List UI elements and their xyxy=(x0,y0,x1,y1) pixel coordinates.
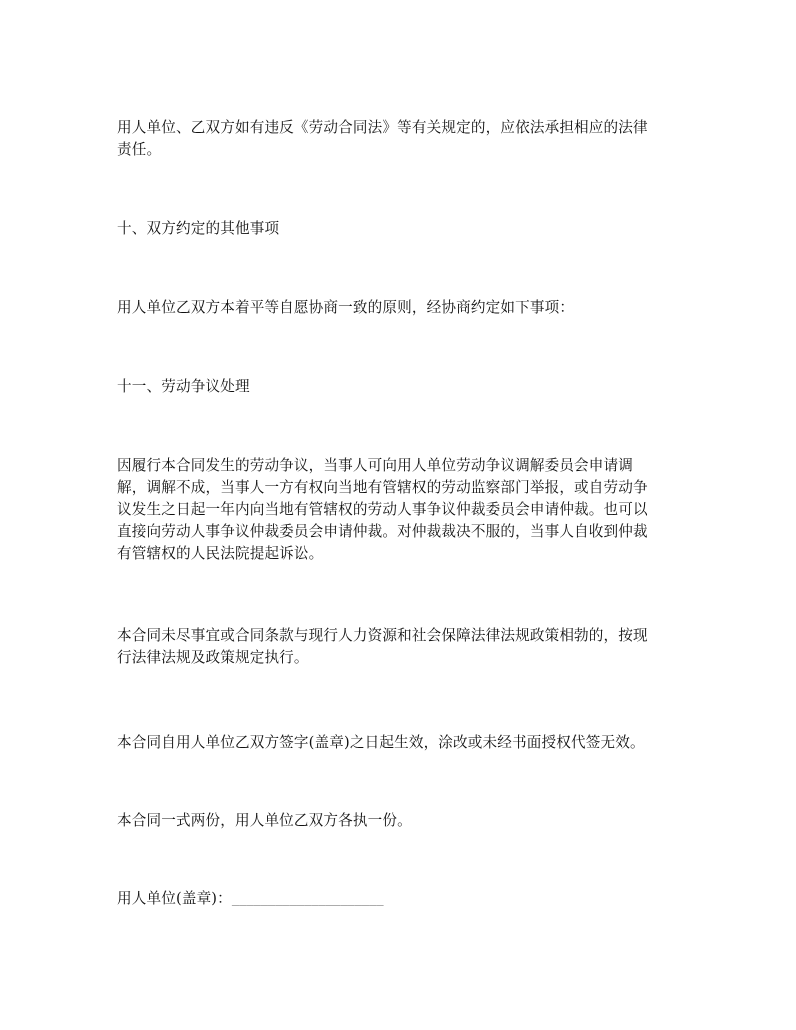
paragraph-agreed-matters: 用人单位乙双方本着平等自愿协商一致的原则，经协商约定如下事项： xyxy=(117,299,575,316)
paragraph-legal-liability: 用人单位、乙双方如有违反《劳动合同法》等有关规定的，应依法承担相应的法律 责任。 xyxy=(117,119,648,158)
section-heading-other-matters: 十、双方约定的其他事项 xyxy=(117,220,280,237)
paragraph-copies: 本合同一式两份，用人单位乙双方各执一份。 xyxy=(117,812,412,829)
paragraph-effective-date: 本合同自用人单位乙双方签字(盖章)之日起生效，涂改或未经书面授权代签无效。 xyxy=(117,734,645,751)
signature-blank: _____________________ xyxy=(231,892,384,906)
paragraph-unresolved-matters: 本合同未尽事宜或合同条款与现行人力资源和社会保障法律法规政策相勃的，按现 行法律法规及政策规定执行。 xyxy=(117,627,648,666)
signature-label: 用人单位(盖章)： xyxy=(117,890,232,907)
paragraph-dispute-handling: 因履行本合同发生的劳动争议，当事人可向用人单位劳动争议调解委员会申请调 解，调解不成，当事人一方有权向当地有管辖权的劳动监察部门举报，或自劳动争 议发生之日起一年内向当地有管辖权的劳动人事争议仲裁委员会申请仲裁。也可以 直接向劳动人事争议仲裁委员会申请仲裁。对仲裁裁决不服的，当事人自收到仲裁 有管辖权的人民法院提起诉讼。 xyxy=(117,457,648,562)
section-heading-labor-dispute: 十一、劳动争议处理 xyxy=(117,378,250,395)
signature-line xyxy=(117,888,682,910)
